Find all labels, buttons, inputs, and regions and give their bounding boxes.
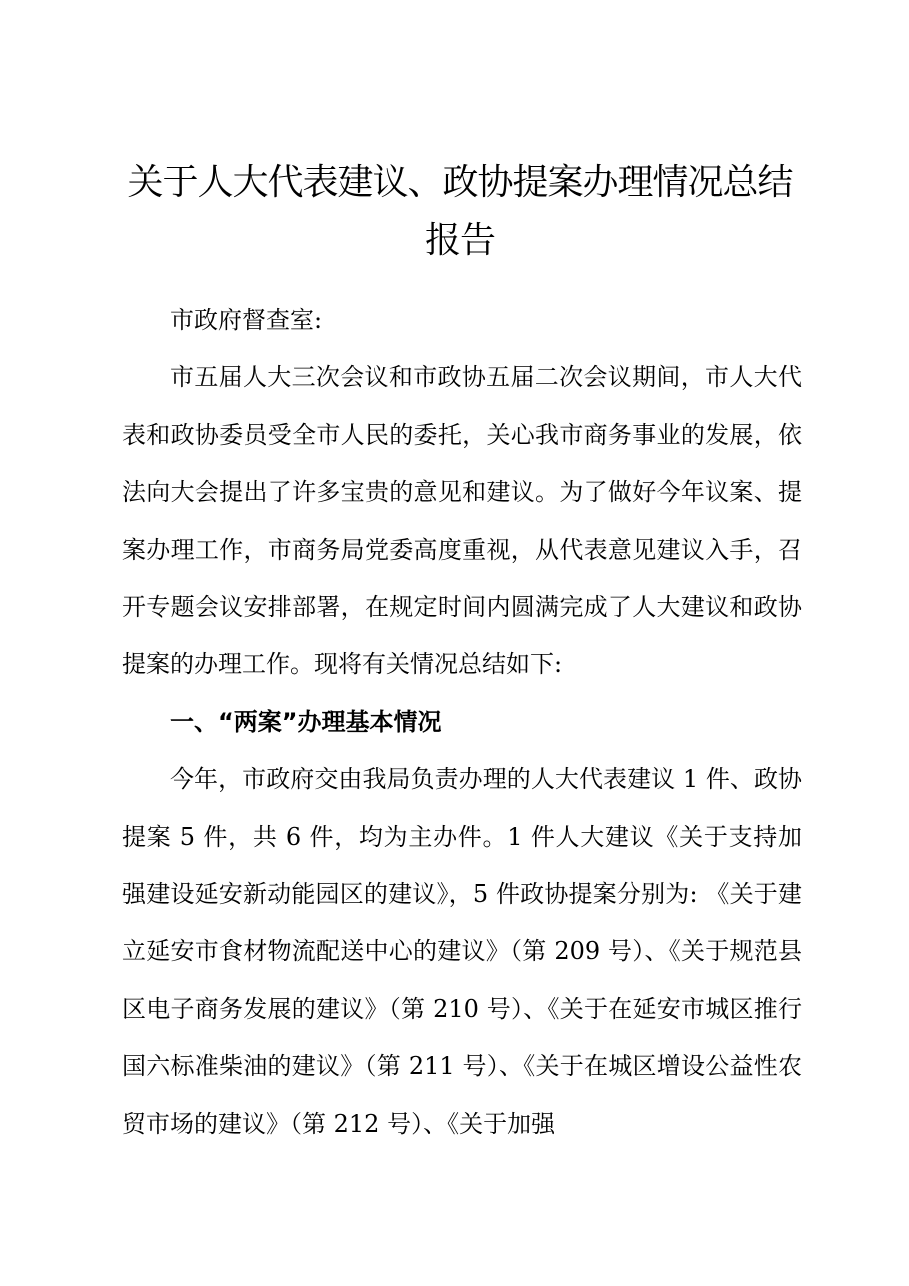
document-title: 关于人大代表建议、政协提案办理情况总结报告 [127,162,793,261]
document-body [122,292,802,1153]
section-heading: 一、“两案”办理基本情况 [170,707,442,736]
intro-paragraph: 市五届人大三次会议和市政协五届二次会议期间，市人大代表和政协委员受全市人民的委托，关心我市商务事业的发展，依法向大会提出了许多宝贵的意见和建议。为了做好今年议案、提案办理工作，市商务局党委高度重视，从代表意见建议入手，召开专题会议安排部署，在规定时间内圆满完成了人大建议和政协提案的办理工作。现将有关情况总结如下: [122,363,802,679]
section-paragraph: 今年，市政府交由我局负责办理的人大代表建议 1 件、政协提案 5 件，共 6 件，均为主办件。1 件人大建议《关于支持加强建设延安新动能园区的建议》，5 件政协提案分别为: 《关于建立延安市食材物流配送中心的建议》（第 209 号）、《关于规范县区电子商务发展的建议》（第 210 号）、《关于在延安市城区推行国六标准柴油的建议》（第 211 号）、《关于在城区增设公益性农贸市场的建议》（第 212 号）、《关于加强 [122,765,802,1138]
salutation: 市政府督查室: [170,306,323,334]
